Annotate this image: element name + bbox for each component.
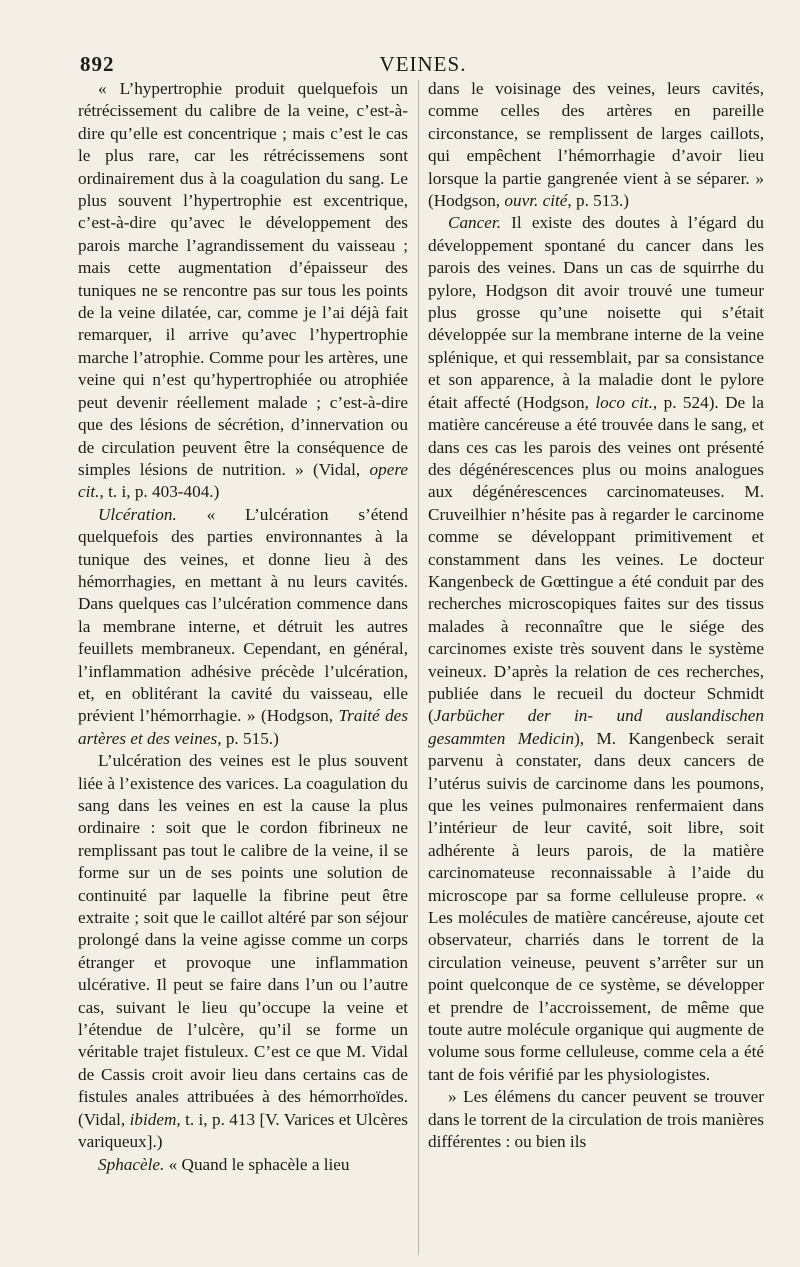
text: , p. 513.) bbox=[567, 191, 629, 211]
text: , t. i, p. 403-404.) bbox=[99, 482, 220, 502]
page-header bbox=[80, 52, 766, 78]
text: t. i, p. 413 [V. Varices et Ulcères variqueux].) bbox=[78, 1109, 408, 1152]
text: » Les élémens du cancer peuvent se trouver dans le torrent de la circulation de trois manières différentes : ou bien ils bbox=[428, 1087, 764, 1152]
paragraph-cancer bbox=[428, 212, 764, 1086]
text: L’ulcération des veines est le plus souvent liée à l’existence des varices. La coagulation du sang dans les veines en est la cause la plus ordinaire : soit que le cordon fibrineux ne remplissant pas tout le calibre de la veine, il se forme sur un de ses points une solution de continuité par laquelle la fibrine peut être extraite ; soit que le caillot altéré par son séjour prolongé dans la veine agisse comme un corps étranger et provoque une inflammation ulcérative. Il peut se faire dans l’un ou l’autre cas, suivant le lieu qu’occupe la veine et l’étendue de l’ulcère, qu’il se forme un véritable trajet fistuleux. C’est ce que M. Vidal de Cassis croit avoir lieu dans certains cas de fistules anales attribuées à des hémorrhoïdes. (Vidal, bbox=[78, 751, 408, 1129]
text: « L’ulcération s’étend quelquefois des parties environnantes à la tunique des veines, et donne lieu à des hémorrhagies, en mettant à nu leurs cavités. Dans quelques cas l’ulcération commence dans la membrane interne, et détruit les autres feuillets membraneux. Cependant, en général, l’inflammation adhésive précède l’ulcération, et, en oblitérant la cavité du vaisseau, elle prévient l’hémorrhagie. » (Hodgson, bbox=[78, 504, 408, 726]
section-heading-ulceration: Ulcération. bbox=[98, 504, 177, 524]
text: ), M. Kangenbeck serait parvenu à constater, dans deux cancers de l’utérus suivis de carcinome dans les poumons, que les veines pulmonaires renfermaient dans l’intérieur de leur cavité, soit libre, soit adhérente à leurs parois, de la matière carcinomateuse reconnaissable à l’aide du microscope par sa forme celluleuse propre. « Les molécules de matière cancéreuse, ajoute cet observateur, charriés dans le torrent de la circulation veineuse, peuvent s’arrêter sur un point quelconque de ce système, se développer et prendre de l’accroissement, de même que toute autre molécule organique qui augmente de volume sous forme celluleuse, comme cela a été tant de fois vérifié par les physiologistes. bbox=[428, 728, 764, 1084]
section-heading-sphacele: Sphacèle. bbox=[98, 1154, 165, 1174]
right-column bbox=[428, 78, 764, 1253]
left-column bbox=[78, 78, 408, 1253]
citation: Traité des artères et des veines, bbox=[78, 706, 408, 748]
paragraph-sphacele bbox=[78, 1154, 408, 1176]
paragraph-elemens-cancer bbox=[428, 1086, 764, 1153]
citation: ibidem, bbox=[129, 1109, 181, 1129]
text: p. 515.) bbox=[221, 728, 279, 748]
running-title: VEINES. bbox=[379, 52, 467, 76]
text: Il existe des doutes à l’égard du développement spontané du cancer dans les parois des veines. Dans un cas de squirrhe du pylore, Hodgson dit avoir trouvé une tumeur plus grosse qu’une noisette qui s’était développée sur la membrane interne de la veine splénique, et qui ressemblait, par sa consistance et son apparence, à la maladie dont le pylore était affecté (Hodgson, bbox=[428, 213, 764, 412]
paragraph-ulceration bbox=[78, 504, 408, 750]
text: « Quand le sphacèle a lieu bbox=[164, 1154, 350, 1174]
text: dans le voisinage des veines, leurs cavités, comme celles des artères en pareille circonstance, se remplissent de larges caillots, qui empêchent l’hémorrhagie d’avoir lieu lorsque la partie gangrenée vient à se séparer. » (Hodgson, bbox=[428, 79, 764, 211]
citation: loco cit. bbox=[595, 392, 653, 412]
citation: ouvr. cité bbox=[504, 191, 568, 211]
citation: opere cit. bbox=[78, 459, 408, 502]
section-heading-cancer: Cancer. bbox=[448, 213, 501, 233]
paragraph-hypertrophie bbox=[78, 78, 408, 504]
text: « L’hypertrophie produit quelquefois un rétrécissement du calibre de la veine, c’est-à-dire qu’elle est concentrique ; mais c’est le cas le plus rare, car les rétrécissemens sont ordinairement dus à la coagulation du sang. Le plus souvent l’hypertrophie est excentrique, c’est-à-dire qu’avec le développement des parois marche l’agrandissement du vaisseau ; mais cette augmentation d’épaisseur des tuniques ne se rencontre pas sur tous les points de la veine dilatée, car, comme je l’ai déjà fait remarquer, il arrive qu’avec l’hypertrophie marche l’atrophie. Comme pour les artères, une veine qui n’est qu’hypertrophiée ou atrophiée peut devenir réellement malade ; c’est-à-dire que des lésions de sécrétion, d’innervation ou de circulation peuvent être la conséquence de simples lésions de nutrition. » (Vidal, bbox=[78, 79, 408, 479]
page-number: 892 bbox=[80, 52, 115, 76]
column-divider bbox=[418, 80, 419, 1255]
paragraph-ulceration-varices bbox=[78, 750, 408, 1153]
paragraph-sphacele-continued bbox=[428, 78, 764, 212]
citation: Jarbücher der in- und auslandischen gesammten Medicin bbox=[428, 706, 764, 748]
text: , p. 524). De la matière cancéreuse a été trouvée dans le sang, et dans ces cas les parois des veines ont présenté des dégénérescences plus ou moins analogues aux dégénérescences carcinomateuses. M. Cruveilhier n’hésite pas à regarder le carcinome comme se développant primitivement et constamment dans les veines. Le docteur Kangenbeck de Gœttingue a été conduit par des recherches microscopiques faites sur des tissus malades à reconnaître que le siége des carcinomes existe très souvent dans le système veineux. D’après la relation de ces recherches, publiée dans le recueil du docteur Schmidt ( bbox=[428, 392, 764, 726]
